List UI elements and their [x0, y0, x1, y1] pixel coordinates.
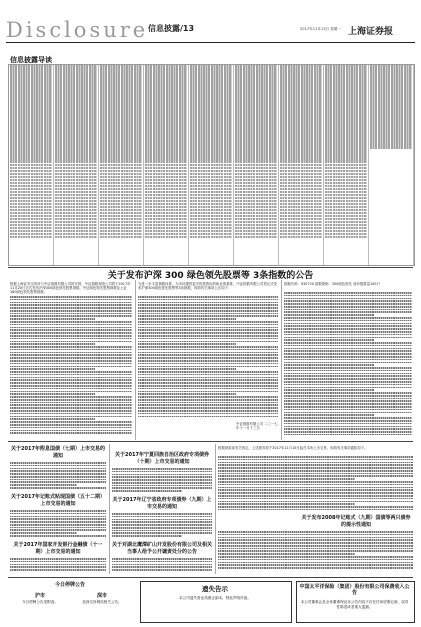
index-column	[144, 65, 189, 265]
index-table	[8, 64, 415, 266]
shenzhen-text: 见深交所网站相关公告。	[82, 600, 122, 604]
shanghai-text: 今日停牌公告见附表。	[22, 600, 58, 604]
notice-a1-text	[10, 462, 106, 490]
notice-a3-title: 关于2017年国家开发银行金融债（十一期）上市交易的通知	[13, 542, 103, 555]
notice-b2-text	[112, 513, 212, 539]
lost-notice-text: 本公司遗失营业执照正副本，特此声明作废。	[179, 596, 251, 600]
index-column	[324, 65, 369, 265]
notice-b3-title: 关于对湖北鹰潭矿山开发股份有限公司及相关当事人给予公开谴责处分的公告	[112, 542, 213, 555]
left-column-text	[10, 296, 132, 438]
notice-a1-title: 关于2017年附息国债（七期）上市交易的通知	[11, 446, 105, 459]
insurance-ad-title: 中国太平洋保险（集团）股份有限公司保费收入公告	[299, 584, 410, 596]
notice-a2-text	[10, 510, 106, 538]
notice-b1-text	[112, 468, 212, 494]
index-column	[9, 65, 54, 265]
column-divider	[281, 280, 282, 440]
middle-lead: 为进一步丰富指数体系，为市场提供更多的投资标的和业绩基准，中证指数有限公司将正式发布沪深300绿色领先股票等3条指数，现将有关事项公告如下：	[138, 282, 278, 290]
lost-notice-title: 遗失告示	[202, 585, 228, 593]
notice-c1-title: 关于发布2008年记账式（九期）国债等两只债券的提示性通知	[301, 515, 411, 528]
announcement-title: 关于发布沪深 300 绿色领先股票等 3条指数的公告	[107, 271, 314, 281]
notice-b3-text	[112, 558, 212, 572]
newspaper-logo: 上海证券报	[348, 27, 394, 37]
index-column	[234, 65, 279, 265]
index-column	[369, 65, 414, 265]
signature: 中证指数有限公司 二〇一七年十一月十三日	[236, 422, 278, 430]
section-separator	[8, 577, 413, 578]
index-column	[99, 65, 144, 265]
column-divider	[135, 280, 136, 440]
column-divider	[109, 444, 110, 574]
left-lead: 根据上海证券交易所与中证指数有限公司的安排，中证指数有限公司将于2017年11月20日正式发布沪深300绿色领先股票指数、中证绿色领先股票指数及上证180绿色领先股票指数。	[10, 282, 131, 294]
bond-text	[218, 456, 413, 514]
right-column-text	[284, 292, 412, 438]
notice-b2-title: 关于2017年辽宁省政府专项债券（九期）上市交易的通知	[112, 497, 212, 510]
section-label: 信息披露/13	[148, 24, 195, 33]
shenzhen-head: 深市	[96, 593, 107, 599]
notice-a2-title: 关于2017年记账式贴现国债（五十二期）上市交易的通知	[11, 494, 105, 507]
notice-a3-text	[10, 558, 106, 572]
index-column	[189, 65, 234, 265]
notice-c1-text	[218, 531, 413, 571]
column-divider	[215, 444, 216, 574]
suspension-title: 今日停牌公告	[54, 582, 85, 588]
issue-date: 2017年11月13日 星期一	[300, 27, 341, 31]
section-separator	[8, 441, 413, 442]
masthead-rule	[6, 42, 415, 43]
notice-b1-title: 关于2017年宁夏回族自治区政府专项债券（十期）上市交易的通知	[115, 452, 209, 465]
index-column	[279, 65, 324, 265]
shanghai-head: 沪市	[34, 593, 45, 599]
bond-lead: 根据财政部有关规定，上述债券将于2017年11月15日起在本所上市交易，现将有关事项通知如下。	[218, 446, 368, 450]
middle-column-text	[138, 296, 278, 420]
right-lead: 指数代码：930720 指数简称：300绿色领先 成份股数量100只	[284, 282, 380, 286]
masthead-wordmark: Disclosure	[6, 18, 149, 42]
insurance-ad-text: 本公司董事会及全体董事保证本公告内容不存在任何虚假记载、误导性陈述或者重大遗漏。	[300, 600, 409, 609]
guide-title: 信息披露导读	[10, 56, 52, 64]
index-column	[54, 65, 99, 265]
